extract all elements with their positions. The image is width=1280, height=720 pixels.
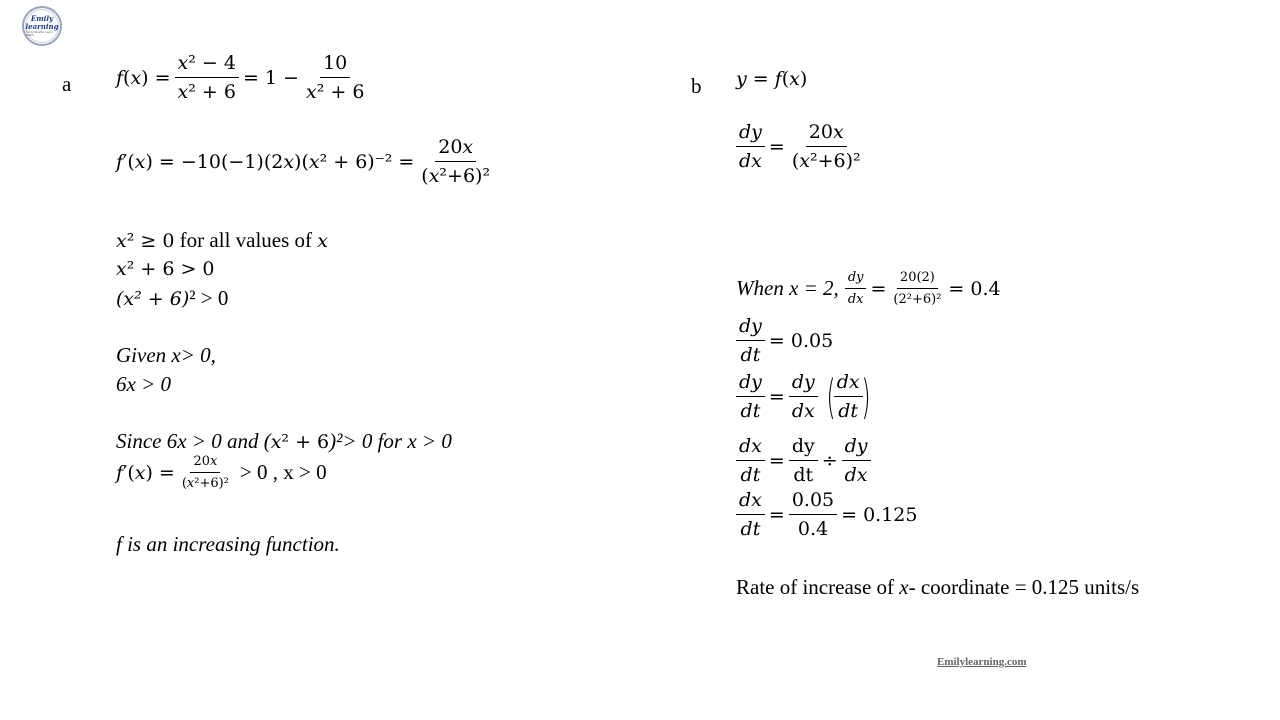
b3-frac-2 (890, 270, 944, 307)
b8-var: x (899, 575, 909, 599)
a1-frac-1-num: 𝑥² − 4 (175, 52, 239, 78)
b-line-1: 𝑦 = 𝑓(𝑥) (736, 68, 808, 90)
b3-eq: = (870, 277, 887, 300)
a2-frac-num: 20𝑥 (435, 136, 476, 162)
b6-n3: 𝑑𝑦 (842, 435, 871, 461)
b-line-8 (736, 575, 1139, 600)
b7-frac-2 (789, 489, 837, 540)
a1-lhs: 𝑓(𝑥) = (116, 66, 171, 89)
b5-den: 𝑑𝑡 (740, 400, 761, 422)
b4-res: = 0.05 (768, 329, 834, 352)
b2-num: 𝑑𝑦 (736, 121, 765, 147)
part-b-label: b (691, 74, 702, 98)
a3-math: 𝑥² ≥ 0 (116, 230, 175, 252)
b5-eq: = (768, 385, 785, 408)
a5-tail: ² > 0 (189, 286, 229, 310)
a-line-10: f is an increasing function. (116, 532, 340, 556)
a-line-2 (116, 136, 497, 187)
emily-learning-logo (22, 6, 62, 46)
b6-frac-2 (789, 435, 818, 486)
b5-frac-1 (736, 371, 765, 422)
b5-d2: 𝑑𝑥 (791, 400, 815, 422)
b6-d3: 𝑑𝑥 (844, 464, 868, 486)
b6-eq: = (768, 449, 785, 472)
b6-num: 𝑑𝑥 (736, 435, 765, 461)
a9-frac-num: 20𝑥 (190, 454, 220, 473)
logo-line-1: Emily (30, 14, 54, 23)
a8-part-3: )²> 0 for x > 0 (329, 429, 452, 453)
b7-res: = 0.125 (841, 503, 918, 526)
a1-frac-2-den: 𝑥² + 6 (305, 81, 365, 103)
a5-italic: (𝑥² + 6) (116, 288, 190, 310)
b6-frac-3 (842, 435, 871, 486)
a3-text: for all values of (174, 228, 318, 252)
a-line-7: 6x > 0 (116, 372, 171, 396)
b5-frac-3 (834, 371, 863, 422)
b4-num: 𝑑𝑦 (736, 315, 765, 341)
a1-frac-2 (303, 52, 367, 103)
b7-num: 𝑑𝑥 (736, 489, 765, 515)
a9-lhs: 𝑓′(𝑥) = (116, 461, 175, 484)
a1-eq: = 1 − (242, 66, 299, 89)
b8-part-1: Rate of increase of (736, 575, 900, 599)
b2-frac-2 (789, 121, 864, 172)
a-line-3 (116, 228, 328, 253)
b2-eq: = (768, 135, 785, 158)
a-line-5 (116, 286, 228, 311)
b3-frac-1 (845, 270, 867, 307)
b-line-6 (736, 435, 875, 486)
part-a-label: a (62, 72, 72, 96)
b6-n2: dy (789, 435, 818, 461)
a1-frac-2-num: 10 (320, 52, 350, 78)
a-line-4: 𝑥² + 6 > 0 (116, 258, 215, 280)
b5-rparen: ) (861, 369, 871, 424)
b-line-3 (736, 270, 1001, 307)
b-line-2 (736, 121, 868, 172)
b7-den: 𝑑𝑡 (740, 518, 761, 540)
a-line-9 (116, 454, 327, 491)
b6-den: 𝑑𝑡 (740, 464, 761, 486)
b3-dden: 𝑑𝑥 (847, 292, 864, 307)
a1-frac-1 (175, 52, 239, 103)
b-line-7 (736, 489, 917, 540)
a8-part-1: Since 6x > 0 and ( (116, 429, 271, 453)
b5-lparen: ( (826, 369, 836, 424)
b5-n3: 𝑑𝑥 (834, 371, 863, 397)
b6-div: ÷ (821, 449, 838, 472)
b2-den: 𝑑𝑥 (739, 150, 762, 172)
b3-vnum: 20(2) (897, 270, 938, 289)
a-line-6: Given x> 0, (116, 343, 216, 367)
a2-lhs: 𝑓′(𝑥) = −10(−1)(2𝑥)(𝑥² + 6)⁻² = (116, 150, 415, 173)
b3-dnum: 𝑑𝑦 (845, 270, 867, 289)
b5-n2: 𝑑𝑦 (789, 371, 818, 397)
b3-vden: (2²+6)² (893, 292, 942, 307)
logo-line-2: learning (25, 22, 59, 31)
a9-frac-den: (𝑥²+6)² (181, 476, 229, 491)
b8-part-2: - coordinate = 0.125 units/s (908, 575, 1140, 599)
a9-frac (179, 454, 232, 491)
emilylearning-footer-link[interactable]: Emilylearning.com (937, 656, 1027, 668)
b3-pre: When x = 2, (736, 276, 839, 300)
b6-frac-1 (736, 435, 765, 486)
a1-frac-1-den: 𝑥² + 6 (177, 81, 236, 103)
b7-frac-1 (736, 489, 765, 540)
a9-rhs: > 0 , x > 0 (239, 460, 327, 484)
logo-tagline: Study Smarter. Learn Better. (26, 31, 53, 37)
b4-frac (736, 315, 765, 366)
b5-num: 𝑑𝑦 (736, 371, 765, 397)
b-line-4 (736, 315, 833, 366)
a2-frac-den: (𝑥²+6)² (421, 165, 491, 187)
b6-d2: dt (793, 464, 814, 486)
a2-frac (418, 136, 493, 187)
b-line-5 (736, 371, 875, 422)
a8-part-2: 𝑥² + 6 (270, 431, 330, 453)
b7-n2: 0.05 (789, 489, 837, 515)
b7-eq: = (768, 503, 785, 526)
a-line-8 (116, 429, 452, 454)
b2-rnum: 20𝑥 (806, 121, 847, 147)
a3-var: 𝑥 (317, 230, 329, 252)
a-line-1 (116, 52, 371, 103)
logo-emblem (25, 9, 59, 43)
b2-frac-1 (736, 121, 765, 172)
b4-den: 𝑑𝑡 (740, 344, 761, 366)
b2-rden: (𝑥²+6)² (791, 150, 861, 172)
b5-d3: 𝑑𝑡 (838, 400, 859, 422)
b3-res: = 0.4 (948, 277, 1001, 300)
b5-frac-2 (789, 371, 818, 422)
b7-d2: 0.4 (797, 518, 829, 540)
